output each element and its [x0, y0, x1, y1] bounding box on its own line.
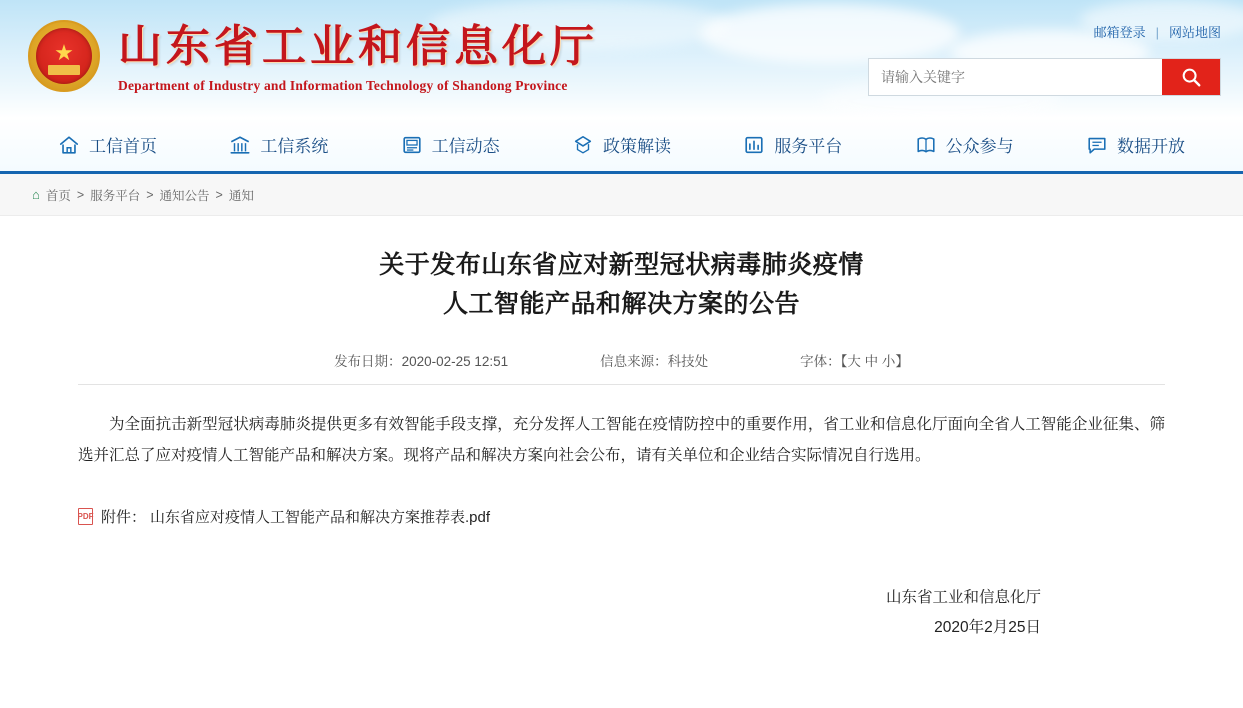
search-box[interactable]: [868, 58, 1221, 96]
attachment[interactable]: [78, 506, 1181, 527]
signature-date: 2020年2月25日: [934, 619, 1041, 637]
nav-item-open-data[interactable]: [1086, 132, 1185, 157]
publish-date-label: 发布日期：: [334, 353, 402, 369]
attachment-label: 附件：: [101, 509, 147, 527]
nav-item-label: 公众参与: [945, 137, 1014, 156]
nav-item-home[interactable]: [58, 132, 157, 157]
nav-item-label: 工信动态: [431, 137, 500, 156]
nav-item-policy[interactable]: [572, 132, 671, 157]
house-icon: ⌂: [32, 187, 40, 202]
national-emblem-icon: ★: [28, 20, 100, 92]
nav-item-label: 工信首页: [89, 137, 157, 156]
site-title: [118, 20, 598, 94]
article: [0, 216, 1243, 643]
font-size-label: 字体：: [800, 353, 841, 369]
page-title-line1: 关于发布山东省应对新型冠状病毒肺炎疫情: [379, 251, 864, 279]
source-label: 信息来源：: [600, 353, 668, 369]
ribbon-icon: [572, 134, 594, 156]
signature: [62, 583, 1181, 643]
email-login-link[interactable]: 邮箱登录: [1093, 25, 1146, 40]
publish-date-value: 2020-02-25 12:51: [401, 353, 509, 369]
article-meta: [62, 350, 1181, 384]
article-paragraph: 为全面抗击新型冠状病毒肺炎提供更多有效智能手段支撑，充分发挥人工智能在疫情防控中的重要作用，省工业和信息化厅面向全省人工智能企业征集、筛选并汇总了应对疫情人工智能产品和解决方案。现将产品和解决方案向社会公布，请有关单位和企业结合实际情况自行选用。: [78, 415, 1165, 465]
nav-item-system[interactable]: [229, 132, 328, 157]
breadcrumb: [0, 174, 1243, 216]
page-title: [62, 246, 1181, 324]
chart-icon: [743, 134, 765, 156]
bank-icon: [229, 134, 251, 156]
search-button[interactable]: [1162, 59, 1220, 95]
meta-divider: [78, 384, 1165, 385]
breadcrumb-item-home[interactable]: 首页: [45, 188, 71, 203]
breadcrumb-item-service[interactable]: 服务平台: [90, 188, 141, 203]
breadcrumb-item-notice-announcement[interactable]: 通知公告: [159, 188, 210, 203]
nav-item-label: 服务平台: [774, 137, 843, 156]
source: [600, 350, 708, 370]
main-navigation: [0, 118, 1243, 174]
top-links-separator: |: [1155, 25, 1159, 40]
home-icon: [58, 134, 80, 156]
nav-item-label: 政策解读: [602, 137, 671, 156]
attachment-link[interactable]: 山东省应对疫情人工智能产品和解决方案推荐表.pdf: [150, 509, 491, 527]
site-title-cn: 山东省工业和信息化厅: [118, 22, 598, 71]
site-header: [0, 0, 1243, 118]
nav-item-participation[interactable]: [915, 132, 1014, 157]
breadcrumb-separator: >: [76, 187, 85, 202]
news-icon: [401, 134, 423, 156]
breadcrumb-separator: >: [146, 187, 154, 202]
breadcrumb-item-notice[interactable]: 通知: [228, 188, 254, 203]
book-icon: [915, 134, 937, 156]
source-value: 科技处: [667, 353, 709, 369]
nav-item-news[interactable]: [401, 132, 500, 157]
signature-org: 山东省工业和信息化厅: [885, 589, 1041, 607]
top-links: [1094, 22, 1221, 41]
search-input[interactable]: [869, 59, 1162, 95]
article-body: [62, 409, 1181, 473]
message-icon: [1086, 134, 1108, 156]
pdf-icon: PDF: [78, 508, 93, 525]
nav-item-service[interactable]: [743, 132, 842, 157]
search-icon: [1180, 66, 1202, 88]
font-size-options[interactable]: 【大 中 小】: [840, 353, 909, 369]
nav-item-label: 工信系统: [260, 137, 329, 156]
page-title-line2: 人工智能产品和解决方案的公告: [442, 289, 800, 318]
sitemap-link[interactable]: 网站地图: [1168, 25, 1221, 40]
publish-date: [334, 350, 508, 370]
cloud-decoration: [700, 4, 960, 64]
nav-item-label: 数据开放: [1116, 137, 1185, 156]
site-title-en: Department of Industry and Information Technology of Shandong Province: [118, 77, 568, 93]
font-size-selector[interactable]: [800, 350, 909, 370]
breadcrumb-separator: >: [215, 187, 223, 202]
